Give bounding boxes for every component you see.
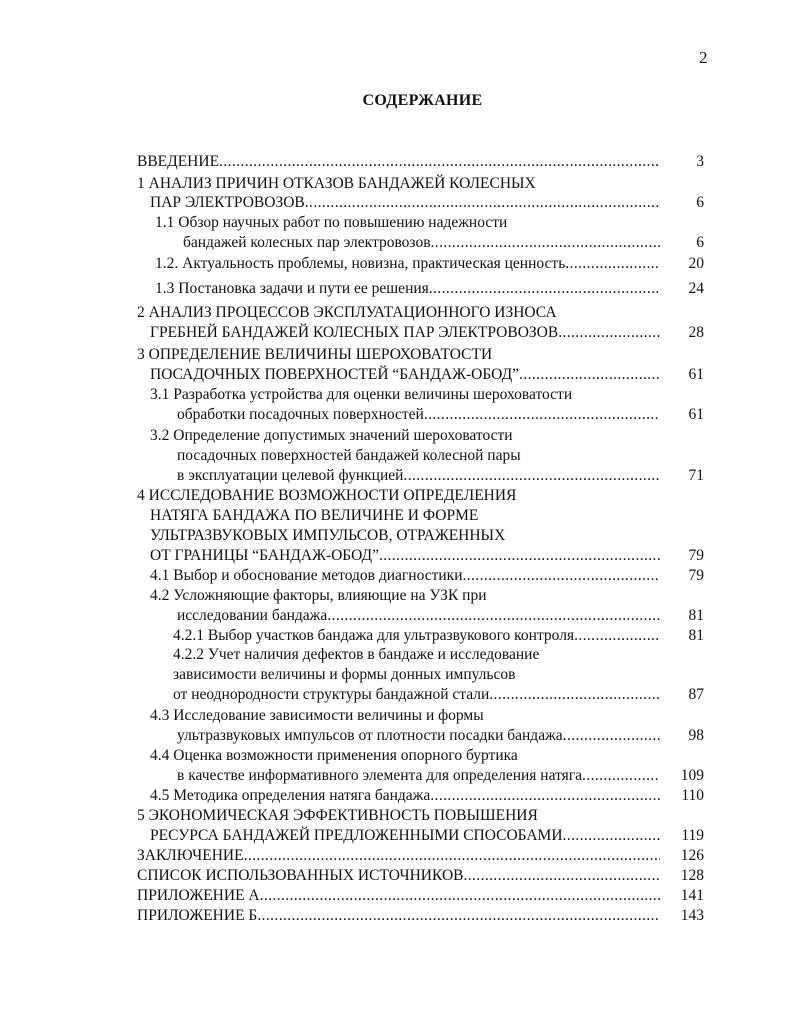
- toc-leader-dots: [219, 152, 660, 172]
- toc-page-number: 110: [681, 787, 704, 804]
- toc-entry-line: [150, 826, 660, 846]
- toc-leader-dots: [327, 606, 660, 626]
- toc-leader-dots: [582, 766, 660, 786]
- toc-page-number: 81: [688, 607, 704, 624]
- toc-entry-line-continued: НАТЯГА БАНДАЖА ПО ВЕЛИЧИНЕ И ФОРМЕ: [150, 507, 479, 524]
- toc-leader-dots: [563, 826, 660, 846]
- toc-page-number: 61: [688, 366, 704, 383]
- toc-entry-line: [150, 546, 660, 566]
- toc-page-number: 128: [680, 867, 704, 884]
- toc-page-number: 6: [696, 194, 704, 211]
- toc-entry-text: ПРИЛОЖЕНИЕ А: [137, 887, 260, 904]
- toc-leader-dots: [429, 279, 660, 299]
- toc-leader-dots: [431, 233, 660, 253]
- toc-entry-line: [177, 726, 660, 746]
- toc-leader-dots: [519, 365, 660, 385]
- toc-leader-dots: [424, 405, 660, 425]
- toc-entry-line-continued: посадочных поверхностей бандажей колесной пары: [177, 447, 521, 464]
- toc-page-number: 79: [688, 547, 704, 564]
- toc-entry-line-continued: 3.2 Определение допустимых значений шероховатости: [150, 427, 513, 444]
- toc-leader-dots: [565, 254, 660, 274]
- toc-entry-text: 4.1 Выбор и обоснование методов диагностики: [150, 567, 463, 584]
- toc-page-number: 143: [680, 907, 704, 924]
- toc-entry-text: ПОСАДОЧНЫХ ПОВЕРХНОСТЕЙ “БАНДАЖ-ОБОД”: [150, 366, 520, 383]
- toc-page-number: 98: [688, 727, 704, 744]
- toc-entry-line-continued: 4.3 Исследование зависимости величины и формы: [150, 707, 484, 724]
- toc-entry-line: [173, 685, 660, 705]
- toc-entry-text: в эксплуатации целевой функцией: [177, 467, 404, 484]
- toc-entry-text: 1.3 Постановка задачи и пути ее решения: [155, 280, 429, 297]
- toc-entry-line-continued: 1 АНАЛИЗ ПРИЧИН ОТКАЗОВ БАНДАЖЕЙ КОЛЕСНЫХ: [137, 175, 536, 192]
- toc-leader-dots: [379, 546, 660, 566]
- toc-leader-dots: [489, 685, 660, 705]
- toc-entry-line: [177, 405, 660, 425]
- toc-entry-text: ПРИЛОЖЕНИЕ Б: [137, 907, 258, 924]
- toc-leader-dots: [563, 726, 660, 746]
- toc-entry-line: [155, 279, 660, 299]
- toc-entry-line: [137, 886, 660, 906]
- toc-entry-text: 4.5 Методика определения натяга бандажа: [150, 787, 431, 804]
- toc-entry-text: ПАР ЭЛЕКТРОВОЗОВ: [150, 194, 305, 211]
- toc-entry-text: обработки посадочных поверхностей: [177, 406, 424, 423]
- toc-page-number: 71: [688, 467, 704, 484]
- toc-entry-line: [173, 626, 660, 646]
- toc-page-number: 6: [696, 234, 704, 251]
- toc-entry-line: [137, 866, 660, 886]
- toc-entry-line-continued: 3.1 Разработка устройства для оценки величины шероховатости: [150, 386, 573, 403]
- toc-entry-line: [150, 323, 660, 343]
- toc-page-number: 109: [680, 767, 704, 784]
- toc-entry-line: [155, 254, 660, 274]
- toc-entry-text: от неоднородности структуры бандажной стали: [173, 686, 490, 703]
- toc-entry-line-continued: 5 ЭКОНОМИЧЕСКАЯ ЭФФЕКТИВНОСТЬ ПОВЫШЕНИЯ: [137, 807, 538, 824]
- toc-page-number: 28: [688, 324, 704, 341]
- toc-entry-text: 1.2. Актуальность проблемы, новизна, практическая ценность: [155, 255, 566, 272]
- toc-page-number: 126: [680, 847, 704, 864]
- toc-entry-line: [150, 193, 660, 213]
- toc-page-number: 141: [680, 887, 704, 904]
- toc-entry-line: [137, 906, 660, 926]
- toc-entry-text: ГРЕБНЕЙ БАНДАЖЕЙ КОЛЕСНЫХ ПАР ЭЛЕКТРОВОЗОВ: [150, 324, 559, 341]
- toc-entry-line: [177, 466, 660, 486]
- toc-page-number: 79: [688, 567, 704, 584]
- toc-leader-dots: [430, 786, 660, 806]
- toc-entry-text: ультразвуковых импульсов от плотности посадки бандажа: [177, 727, 563, 744]
- toc-leader-dots: [462, 566, 660, 586]
- toc-leader-dots: [403, 466, 660, 486]
- toc-entry-line: [177, 606, 660, 626]
- toc-page-number: 24: [688, 280, 704, 297]
- toc-entry-line-continued: 4.4 Оценка возможности применения опорного буртика: [150, 747, 518, 764]
- toc-leader-dots: [257, 906, 660, 926]
- toc-page-number: 3: [696, 153, 704, 170]
- toc-entry-line: [137, 846, 660, 866]
- toc-leader-dots: [260, 886, 660, 906]
- toc-entry-line-continued: УЛЬТРАЗВУКОВЫХ ИМПУЛЬСОВ, ОТРАЖЕННЫХ: [150, 527, 506, 544]
- toc-entry-text: в качестве информативного элемента для определения натяга: [177, 767, 583, 784]
- toc-page-number: 20: [688, 255, 704, 272]
- toc-entry-line-continued: 4 ИССЛЕДОВАНИЕ ВОЗМОЖНОСТИ ОПРЕДЕЛЕНИЯ: [137, 487, 517, 504]
- toc-entry-text: ВВЕДЕНИЕ: [137, 153, 220, 170]
- toc-entry-text: ОТ ГРАНИЦЫ “БАНДАЖ-ОБОД”: [150, 547, 379, 564]
- toc-entry-text: СПИСОК ИСПОЛЬЗОВАННЫХ ИСТОЧНИКОВ: [137, 867, 464, 884]
- toc-entry-line-continued: зависимости величины и формы донных импульсов: [173, 666, 516, 683]
- toc-entry-line-continued: 1.1 Обзор научных работ по повышению надежности: [155, 214, 508, 231]
- toc-page-number: 87: [688, 686, 704, 703]
- toc-entry-text: бандажей колесных пар электровозов: [183, 234, 431, 251]
- page-number: 2: [699, 48, 708, 67]
- toc-title: СОДЕРЖАНИЕ: [362, 92, 483, 109]
- toc-entry-text: исследовании бандажа: [177, 607, 328, 624]
- toc-entry-text: 4.2.1 Выбор участков бандажа для ультразвукового контроля: [173, 627, 575, 644]
- toc-entry-line: [183, 233, 660, 253]
- toc-entry-text: РЕСУРСА БАНДАЖЕЙ ПРЕДЛОЖЕННЫМИ СПОСОБАМИ: [150, 827, 563, 844]
- toc-entry-line: [150, 786, 660, 806]
- toc-entry-line-continued: 4.2.2 Учет наличия дефектов в бандаже и исследование: [173, 646, 540, 663]
- toc-leader-dots: [244, 846, 660, 866]
- toc-leader-dots: [463, 866, 660, 886]
- toc-leader-dots: [574, 626, 660, 646]
- toc-leader-dots: [558, 323, 660, 343]
- toc-entry-text: ЗАКЛЮЧЕНИЕ: [137, 847, 244, 864]
- toc-entry-line-continued: 4.2 Усложняющие факторы, влияющие на УЗК при: [150, 587, 487, 604]
- toc-page-number: 81: [688, 627, 704, 644]
- toc-leader-dots: [305, 193, 660, 213]
- toc-entry-line: [150, 365, 660, 385]
- toc-entry-line: [150, 566, 660, 586]
- toc-entry-line-continued: 3 ОПРЕДЕЛЕНИЕ ВЕЛИЧИНЫ ШЕРОХОВАТОСТИ: [137, 346, 493, 363]
- toc-entry-line: [137, 152, 660, 172]
- toc-page-number: 119: [681, 827, 704, 844]
- toc-page-number: 61: [688, 406, 704, 423]
- toc-entry-line-continued: 2 АНАЛИЗ ПРОЦЕССОВ ЭКСПЛУАТАЦИОННОГО ИЗНОСА: [137, 304, 557, 321]
- toc-entry-line: [177, 766, 660, 786]
